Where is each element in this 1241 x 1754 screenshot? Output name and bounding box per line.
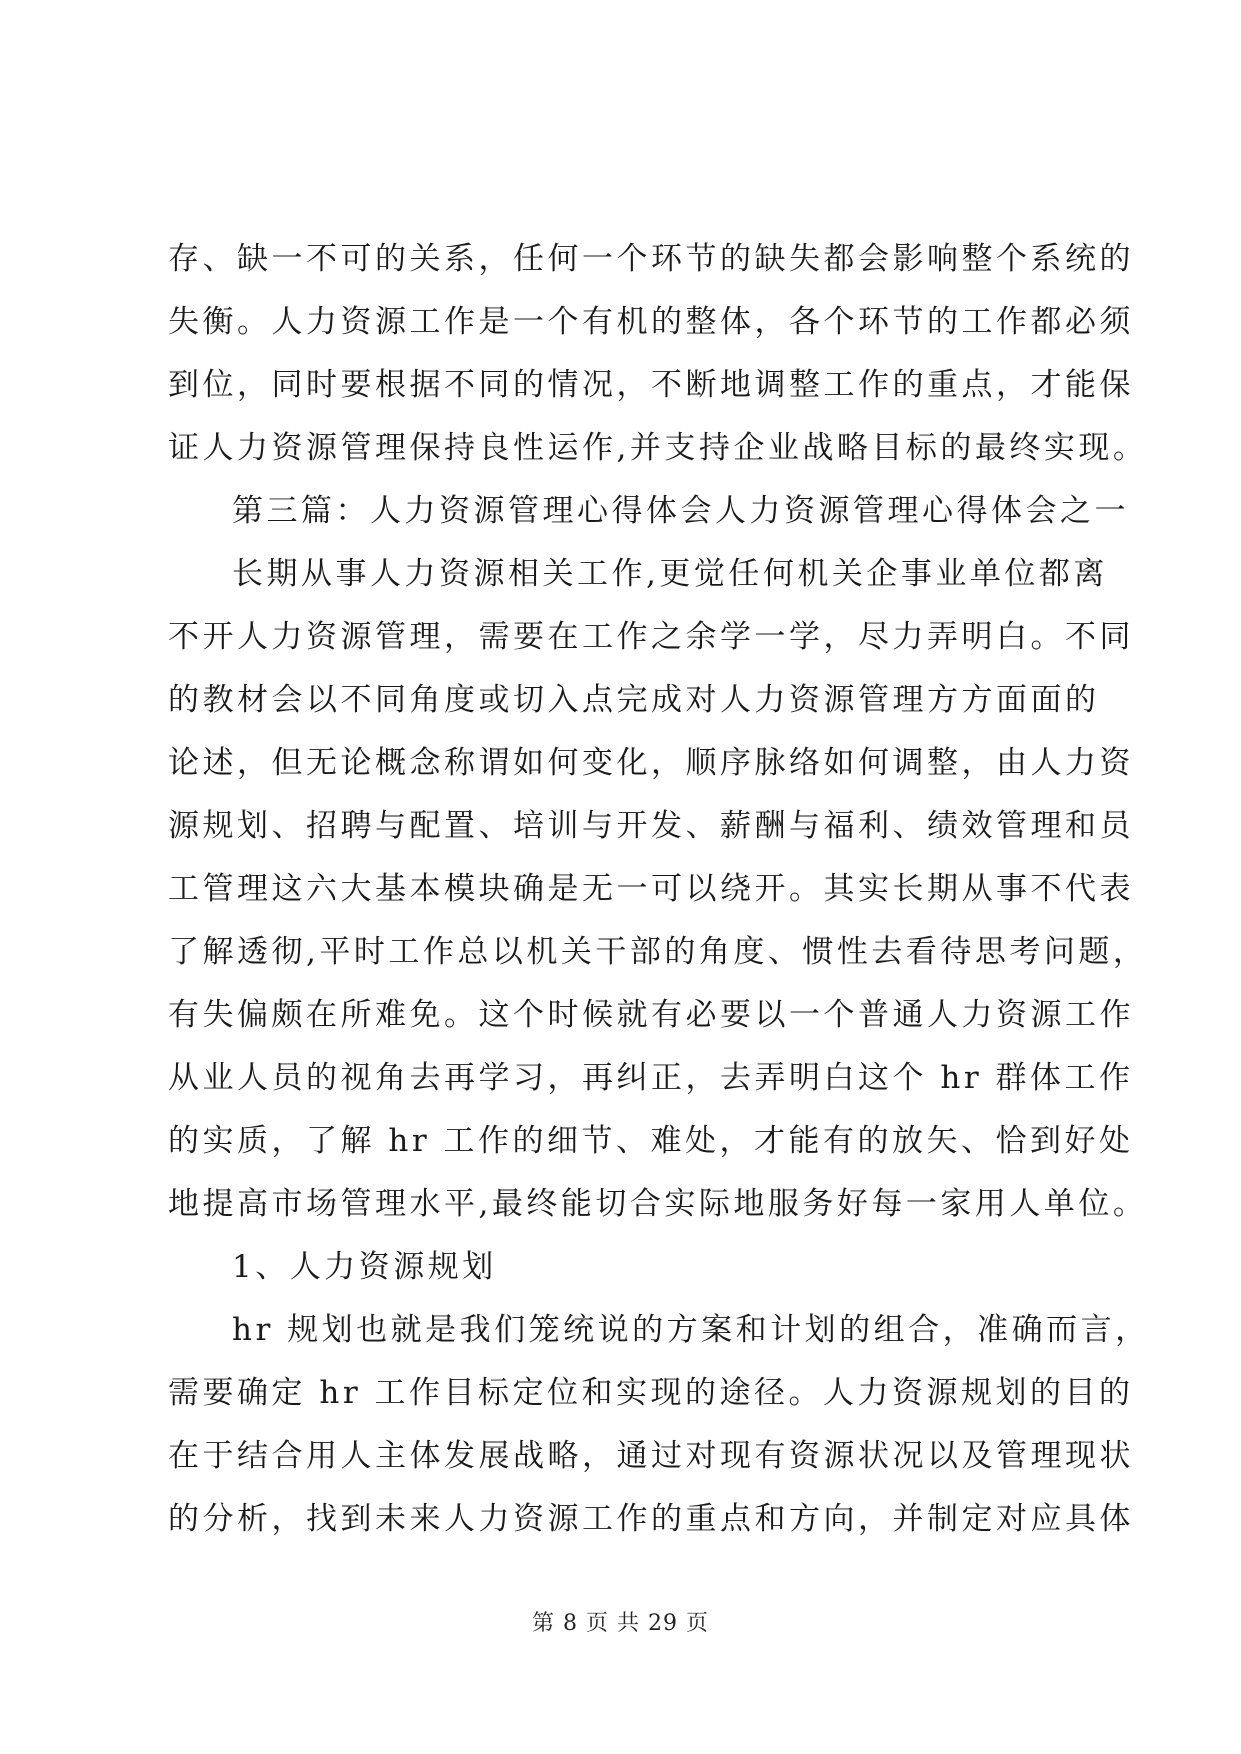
- section-heading: 第三篇：人力资源管理心得体会人力资源管理心得体会之一: [232, 493, 1129, 529]
- text-line: 论述，但无论概念称谓如何变化，顺序脉络如何调整，由人力资: [168, 745, 1134, 781]
- text-line: 的教材会以不同角度或切入点完成对人力资源管理方方面面的: [168, 682, 1100, 718]
- text-line: 工管理这六大基本模块确是无一可以绕开。其实长期从事不代表: [168, 871, 1134, 907]
- text-line: 地提高市场管理水平,最终能切合实际地服务好每一家用人单位。: [168, 1186, 1148, 1222]
- text-line: 失衡。人力资源工作是一个有机的整体，各个环节的工作都必须: [168, 304, 1134, 340]
- text-line: 到位，同时要根据不同的情况，不断地调整工作的重点，才能保: [168, 367, 1134, 403]
- text-line: 在于结合用人主体发展战略，通过对现有资源状况以及管理现状: [168, 1438, 1134, 1474]
- subsection-heading: 1、人力资源规划: [232, 1249, 497, 1285]
- document-body: [168, 228, 1150, 1551]
- text-line: 的分析，找到未来人力资源工作的重点和方向，并制定对应具体: [168, 1501, 1134, 1537]
- text-line: 从业人员的视角去再学习，再纠正，去弄明白这个 hr 群体工作: [168, 1060, 1134, 1096]
- text-line: 长期从事人力资源相关工作,更觉任何机关企事业单位都离: [232, 556, 1108, 592]
- text-line: 存、缺一不可的关系，任何一个环节的缺失都会影响整个系统的: [168, 241, 1134, 277]
- text-line: hr 规划也就是我们笼统说的方案和计划的组合，准确而言，: [232, 1312, 1150, 1348]
- text-line: 需要确定 hr 工作目标定位和实现的途径。人力资源规划的目的: [168, 1375, 1134, 1411]
- text-line: 不开人力资源管理，需要在工作之余学一学，尽力弄明白。不同: [168, 619, 1134, 655]
- text-line: 源规划、招聘与配置、培训与开发、薪酬与福利、绩效管理和员: [168, 808, 1134, 844]
- text-line: 的实质，了解 hr 工作的细节、难处，才能有的放矢、恰到好处: [168, 1123, 1134, 1159]
- text-line: 有失偏颇在所难免。这个时候就有必要以一个普通人力资源工作: [168, 997, 1134, 1033]
- page-number-footer: 第 8 页 共 29 页: [532, 1611, 709, 1636]
- text-line: 了解透彻,平时工作总以机关干部的角度、惯性去看待思考问题，: [168, 934, 1148, 970]
- text-line: 证人力资源管理保持良性运作,并支持企业战略目标的最终实现。: [168, 430, 1148, 466]
